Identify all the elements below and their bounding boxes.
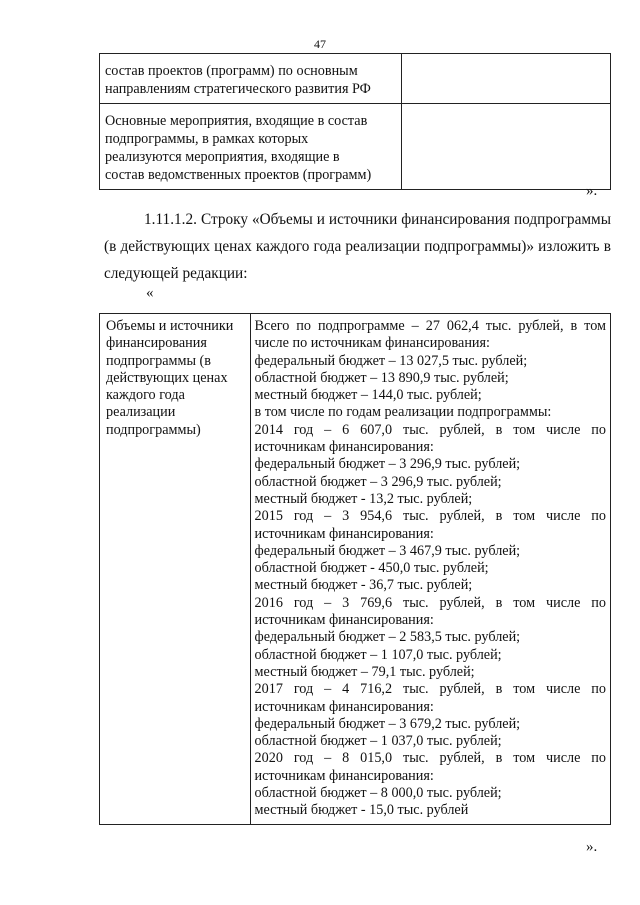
funding-line: федеральный бюджет – 2 583,5 тыс. рублей; [254, 629, 521, 646]
funding-line: федеральный бюджет – 3 296,9 тыс. рублей; [254, 456, 521, 473]
label-line: каждого года [106, 387, 185, 404]
funding-line: источникам финансирования: [254, 525, 434, 542]
funding-line: местный бюджет - 36,7 тыс. рублей; [254, 577, 473, 594]
closing-quote: ». [586, 839, 598, 855]
funding-table [99, 313, 611, 825]
table-row [100, 104, 611, 190]
funding-line: местный бюджет - 15,0 тыс. рублей [254, 802, 469, 819]
top-table [99, 53, 611, 190]
funding-line: местный бюджет – 79,1 тыс. рублей; [254, 663, 475, 680]
funding-line: 2016 год – 3 769,6 тыс. рублей, в том числе по [254, 594, 606, 611]
cell-line: подпрограммы, в рамках которых [105, 131, 309, 147]
funding-line: источникам финансирования: [254, 767, 434, 784]
label-line: подпрограммы (в [106, 352, 211, 369]
funding-line: 2014 год – 6 607,0 тыс. рублей, в том числе по [254, 421, 606, 438]
opening-quote: « [146, 285, 154, 301]
cell-line: состав проектов (программ) по основным [105, 63, 358, 79]
funding-line: источникам финансирования: [254, 612, 434, 629]
funding-content-cell [250, 314, 610, 825]
funding-line: 2020 год – 8 015,0 тыс. рублей, в том числе по [254, 750, 606, 767]
table-row [100, 54, 611, 104]
top-row2-right-cell [401, 104, 610, 190]
funding-line: источникам финансирования: [254, 439, 434, 456]
funding-line: Всего по подпрограмме – 27 062,4 тыс. рублей, в том [254, 318, 606, 334]
closing-quote: ». [586, 183, 598, 199]
funding-line: федеральный бюджет – 13 027,5 тыс. рублей; [254, 352, 528, 369]
label-line: подпрограммы) [106, 421, 201, 438]
funding-line: источникам финансирования: [254, 698, 434, 715]
amendment-paragraph: 1.11.1.2. Строку «Объемы и источники финансирования подпрограммы (в действующих ценах каждого года реализации подпрограммы)» изложить в следующей редакции: [104, 211, 611, 282]
label-line: реализации [106, 404, 176, 421]
funding-line: местный бюджет – 144,0 тыс. рублей; [254, 387, 482, 404]
funding-line: федеральный бюджет – 3 467,9 тыс. рублей; [254, 542, 521, 559]
top-row1-left-cell [100, 54, 402, 104]
funding-line: областной бюджет - 450,0 тыс. рублей; [254, 560, 489, 577]
label-line: финансирования [106, 335, 207, 352]
funding-line: областной бюджет – 3 296,9 тыс. рублей; [254, 473, 502, 490]
label-line: действующих ценах [106, 369, 228, 386]
label-line: Объемы и источники [106, 318, 234, 334]
funding-line: 2015 год – 3 954,6 тыс. рублей, в том числе по [254, 508, 606, 525]
cell-line: направлениям стратегического развития РФ [105, 81, 371, 97]
funding-label-cell [100, 314, 251, 825]
top-row1-right-cell [401, 54, 610, 104]
funding-line: числе по источникам финансирования: [254, 335, 490, 352]
funding-line: областной бюджет – 13 890,9 тыс. рублей; [254, 369, 509, 386]
funding-line: в том числе по годам реализации подпрограммы: [254, 404, 552, 421]
funding-line: 2017 год – 4 716,2 тыс. рублей, в том числе по [254, 681, 606, 698]
cell-line: реализуются мероприятия, входящие в [105, 149, 340, 165]
funding-line: областной бюджет – 1 037,0 тыс. рублей; [254, 733, 502, 750]
cell-line: Основные мероприятия, входящие в состав [105, 113, 368, 129]
funding-line: федеральный бюджет – 3 679,2 тыс. рублей; [254, 715, 521, 732]
page-number: 47 [314, 37, 326, 51]
top-row2-left-cell [100, 104, 402, 190]
cell-line: состав ведомственных проектов (программ) [105, 167, 372, 183]
table-row [100, 314, 611, 825]
funding-line: областной бюджет – 8 000,0 тыс. рублей; [254, 785, 502, 802]
funding-line: областной бюджет – 1 107,0 тыс. рублей; [254, 646, 502, 663]
funding-line: местный бюджет - 13,2 тыс. рублей; [254, 490, 473, 507]
